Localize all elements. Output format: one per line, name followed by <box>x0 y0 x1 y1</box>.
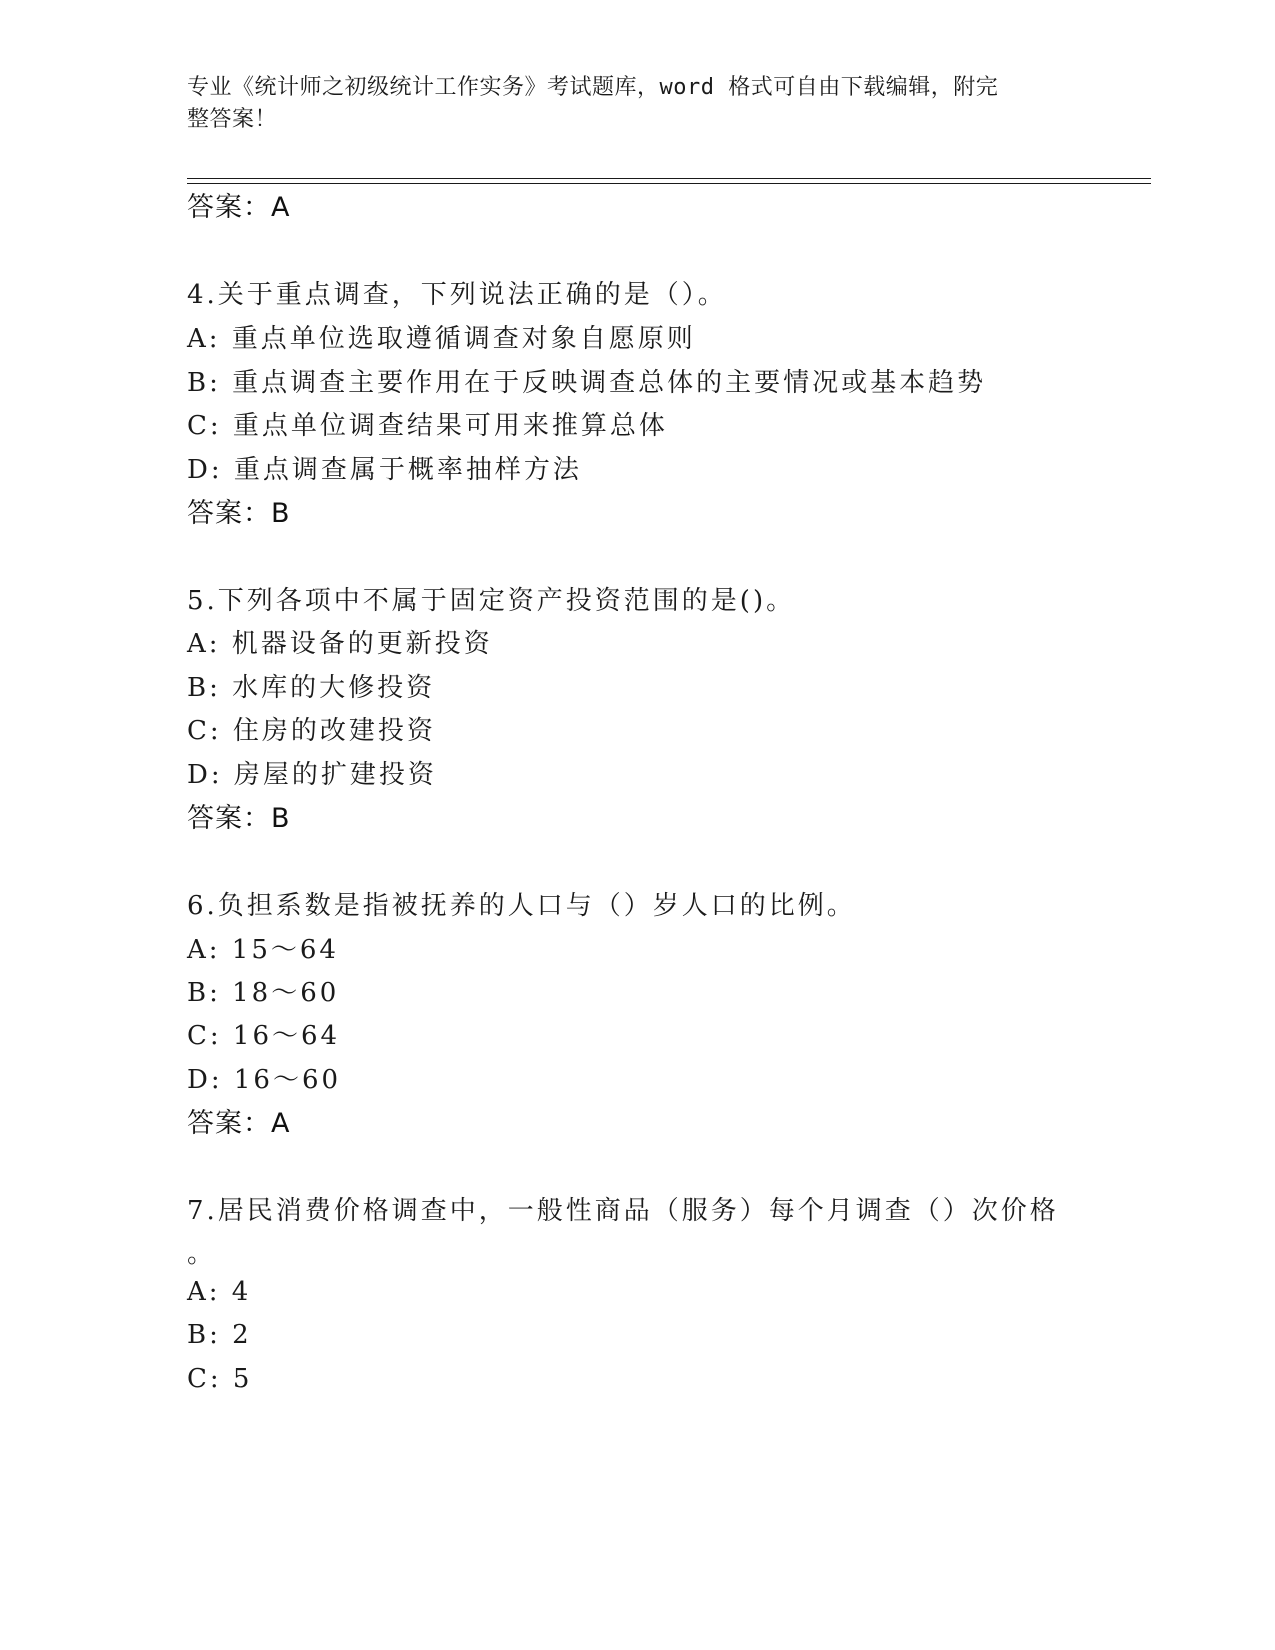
question-4-option-c: C: 重点单位调查结果可用来推算总体 <box>187 411 668 441</box>
question-6-option-a: A: 15～64 <box>187 935 339 965</box>
question-7-option-b: B: 2 <box>187 1320 252 1350</box>
question-4-option-a: A: 重点单位选取遵循调查对象自愿原则 <box>187 324 696 354</box>
question-5-option-d: D: 房屋的扩建投资 <box>187 760 437 790</box>
header-divider-top <box>187 178 1151 179</box>
question-6-option-b: B: 18～60 <box>187 978 340 1008</box>
question-7-stem: 7.居民消费价格调查中，一般性商品（服务）每个月调查（）次价格 <box>187 1196 1059 1226</box>
answer-q3: 答案：A <box>187 192 291 223</box>
question-4-option-d: D: 重点调查属于概率抽样方法 <box>187 455 582 485</box>
answer-q4: 答案：B <box>187 498 291 529</box>
question-5-option-b: B: 水库的大修投资 <box>187 673 436 703</box>
question-6-option-c: C: 16～64 <box>187 1021 341 1051</box>
question-4-stem: 4.关于重点调查，下列说法正确的是（）。 <box>187 280 727 310</box>
answer-q6: 答案：A <box>187 1108 291 1139</box>
question-5-stem: 5.下列各项中不属于固定资产投资范围的是()。 <box>187 586 796 616</box>
question-6-stem: 6.负担系数是指被抚养的人口与（）岁人口的比例。 <box>187 891 856 921</box>
question-6-option-d: D: 16～60 <box>187 1065 342 1095</box>
header-line-2: 整答案！ <box>187 107 278 132</box>
header-line-1: 专业《统计师之初级统计工作实务》考试题库，word 格式可自由下载编辑，附完 <box>187 75 999 100</box>
answer-q5: 答案：B <box>187 803 291 834</box>
question-5-option-a: A: 机器设备的更新投资 <box>187 629 493 659</box>
question-5-option-c: C: 住房的改建投资 <box>187 716 436 746</box>
question-7-option-a: A: 4 <box>187 1277 252 1307</box>
question-7-option-c: C: 5 <box>187 1364 253 1394</box>
question-4-option-b: B: 重点调查主要作用在于反映调查总体的主要情况或基本趋势 <box>187 368 987 398</box>
question-7-stem-continued: 。 <box>187 1239 217 1269</box>
header-divider-bottom <box>187 183 1151 184</box>
document-header <box>187 72 1067 136</box>
